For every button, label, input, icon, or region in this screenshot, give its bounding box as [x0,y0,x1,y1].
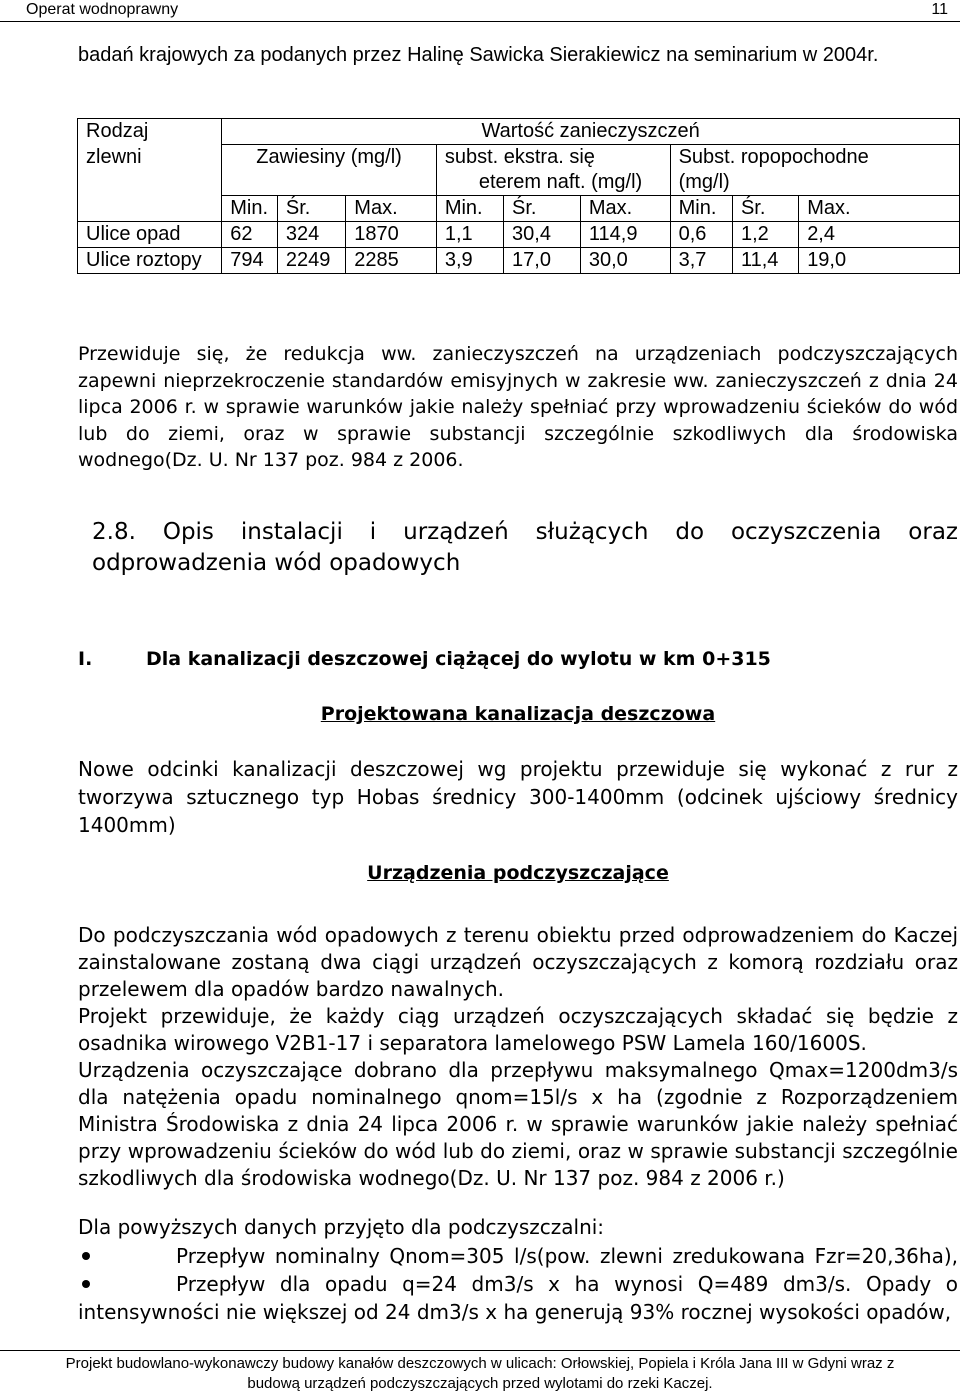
pollution-table [77,118,960,274]
table-cell: 30,4 [504,222,581,248]
col0-header: zlewni [78,145,222,171]
table-cell: 1,1 [436,222,503,248]
group3-header: Subst. ropopochodne [670,145,959,171]
table-cell: 794 [222,248,278,274]
col0-header [78,196,222,222]
table-header-row [78,170,960,196]
table-cell: 2285 [346,248,437,274]
header-divider [0,21,960,22]
table-cell: 114,9 [580,222,670,248]
table-cell: 17,0 [504,248,581,274]
sub-header: Max. [799,196,960,222]
group1-header: Zawiesiny (mg/l) [222,145,437,171]
section-heading-line: 2.8. Opis instalacji i urządzeń służących do oczyszczenia oraz [92,519,958,545]
bullet-icon [82,1252,90,1260]
intro-paragraph: badań krajowych za podanych przez Halinę Sawicka Sierakiewicz na seminarium w 2004r. [78,44,879,66]
devices-paragraph: Projekt przewiduje, że każdy ciąg urządzeń oczyszczających składać się będzie z osadnika wirowego V2B1-17 i separatora lamelowego PSW Lamela 160/1600S. [78,1004,958,1055]
section-number: I. [78,648,93,670]
footer [0,1354,960,1394]
col0-header: Rodzaj [78,119,222,145]
table-header-row [78,119,960,145]
group-header: Wartość zanieczyszczeń [222,119,960,145]
subtitle-treatment-devices: Urządzenia podczyszczające [367,862,669,884]
devices-paragraph: Urządzenia oczyszczające dobrano dla przepływu maksymalnego Qmax=1200dm3/s dla natężenia opadu nominalnego qnom=15l/s x ha (zgodnie z Rozporządzeniem Ministra Środowiska z dnia 24 lipca 2006 r. w sprawie warunków jakie należy spełniać przy wprowadzeniu ścieków do wód lub do ziemi, oraz w sprawie substancji szczególnie szkodliwych dla środowiska wodnego(Dz. U. Nr 137 poz. 984 z 2006 r.) [78,1058,958,1190]
table-cell: 19,0 [799,248,960,274]
group2-header: subst. ekstra. się [436,145,670,171]
group2-header-cont: eterem naft. (mg/l) [436,170,670,196]
table-cell: 324 [277,222,345,248]
row-label: Ulice roztopy [78,248,222,274]
table-cell: 1,2 [732,222,798,248]
table-subheader-row [78,196,960,222]
list-item [78,1242,958,1270]
list-item-text: Przepływ dla opadu q=24 dm3/s x ha wynosi Q=489 dm3/s. Opady o [176,1272,958,1296]
table-cell: 3,9 [436,248,503,274]
table-cell: 30,0 [580,248,670,274]
reduction-paragraph: Przewiduje się, że redukcja ww. zanieczyszczeń na urządzeniach podczyszczających zapewni nieprzekroczenie standardów emisyjnych w zakresie ww. zanieczyszczeń z dnia 24 lipca 2006 r. w sprawie warunków jakie należy spełniać przy wprowadzeniu ścieków do wód lub do ziemi, oraz w sprawie substancji szczególnie szkodliwych dla środowiska wodnego(Dz. U. Nr 137 poz. 984 z 2006. [78,343,958,471]
table-cell: 3,7 [670,248,732,274]
table-cell: 2249 [277,248,345,274]
sub-header: Max. [346,196,437,222]
footer-line: Projekt budowlano-wykonawczy budowy kanałów deszczowych w ulicach: Orłowskiej, Popiela i Króla Jana III w Gdyni wraz z [65,1355,895,1372]
row-label: Ulice opad [78,222,222,248]
sub-header: Śr. [504,196,581,222]
sub-header: Min. [222,196,278,222]
sub-header: Max. [580,196,670,222]
table-cell: 2,4 [799,222,960,248]
bullet-icon [82,1280,90,1288]
section-I-heading [78,648,771,670]
bullet-list [78,1242,958,1326]
table-header-row [78,145,960,171]
list-item [78,1270,958,1298]
col0-header [78,170,222,196]
list-item-continuation: intensywności nie większej od 24 dm3/s x ha generują 93% rocznej wysokości opadów, [78,1300,952,1324]
section-2-8-heading [92,517,958,579]
group3-header-cont: (mg/l) [670,170,959,196]
footer-divider [0,1350,960,1351]
group1-header-cont [222,170,437,196]
table-cell: 11,4 [732,248,798,274]
footer-line: budową urządzeń podczyszczających przed wylotami do rzeki Kaczej. [247,1375,713,1392]
subtitle-projected-sewer: Projektowana kanalizacja deszczowa [320,703,716,725]
list-item-text: Przepływ nominalny Qnom=305 l/s(pow. zlewni zredukowana Fzr=20,36ha), [176,1244,958,1268]
devices-paragraph: Do podczyszczania wód opadowych z terenu obiektu przed odprowadzeniem do Kaczej zainstalowane zostaną dwa ciągi urządzeń oczyszczających z komorą rozdziału oraz przelewem dla opadów bardzo nawalnych. [78,923,958,1001]
table-row [78,222,960,248]
header-title: Operat wodnoprawny [26,1,179,18]
table-cell: 62 [222,222,278,248]
sub-header: Min. [436,196,503,222]
table-row [78,248,960,274]
section-title: Dla kanalizacji deszczowej ciążącej do wylotu w km 0+315 [146,648,771,670]
sub-header: Min. [670,196,732,222]
devices-paragraphs [78,922,958,1192]
section-heading-line: odprowadzenia wód opadowych [92,550,461,576]
page-number: 11 [931,1,948,18]
table-cell: 0,6 [670,222,732,248]
sub-header: Śr. [732,196,798,222]
new-sections-paragraph: Nowe odcinki kanalizacji deszczowej wg projektu przewiduje się wykonać z rur z tworzywa sztucznego typ Hobas średnicy 300-1400mm (odcinek ujściowy średnicy 1400mm) [78,757,958,837]
table-cell: 1870 [346,222,437,248]
data-intro: Dla powyższych danych przyjęto dla podczyszczalni: [78,1215,605,1239]
sub-header: Śr. [277,196,345,222]
